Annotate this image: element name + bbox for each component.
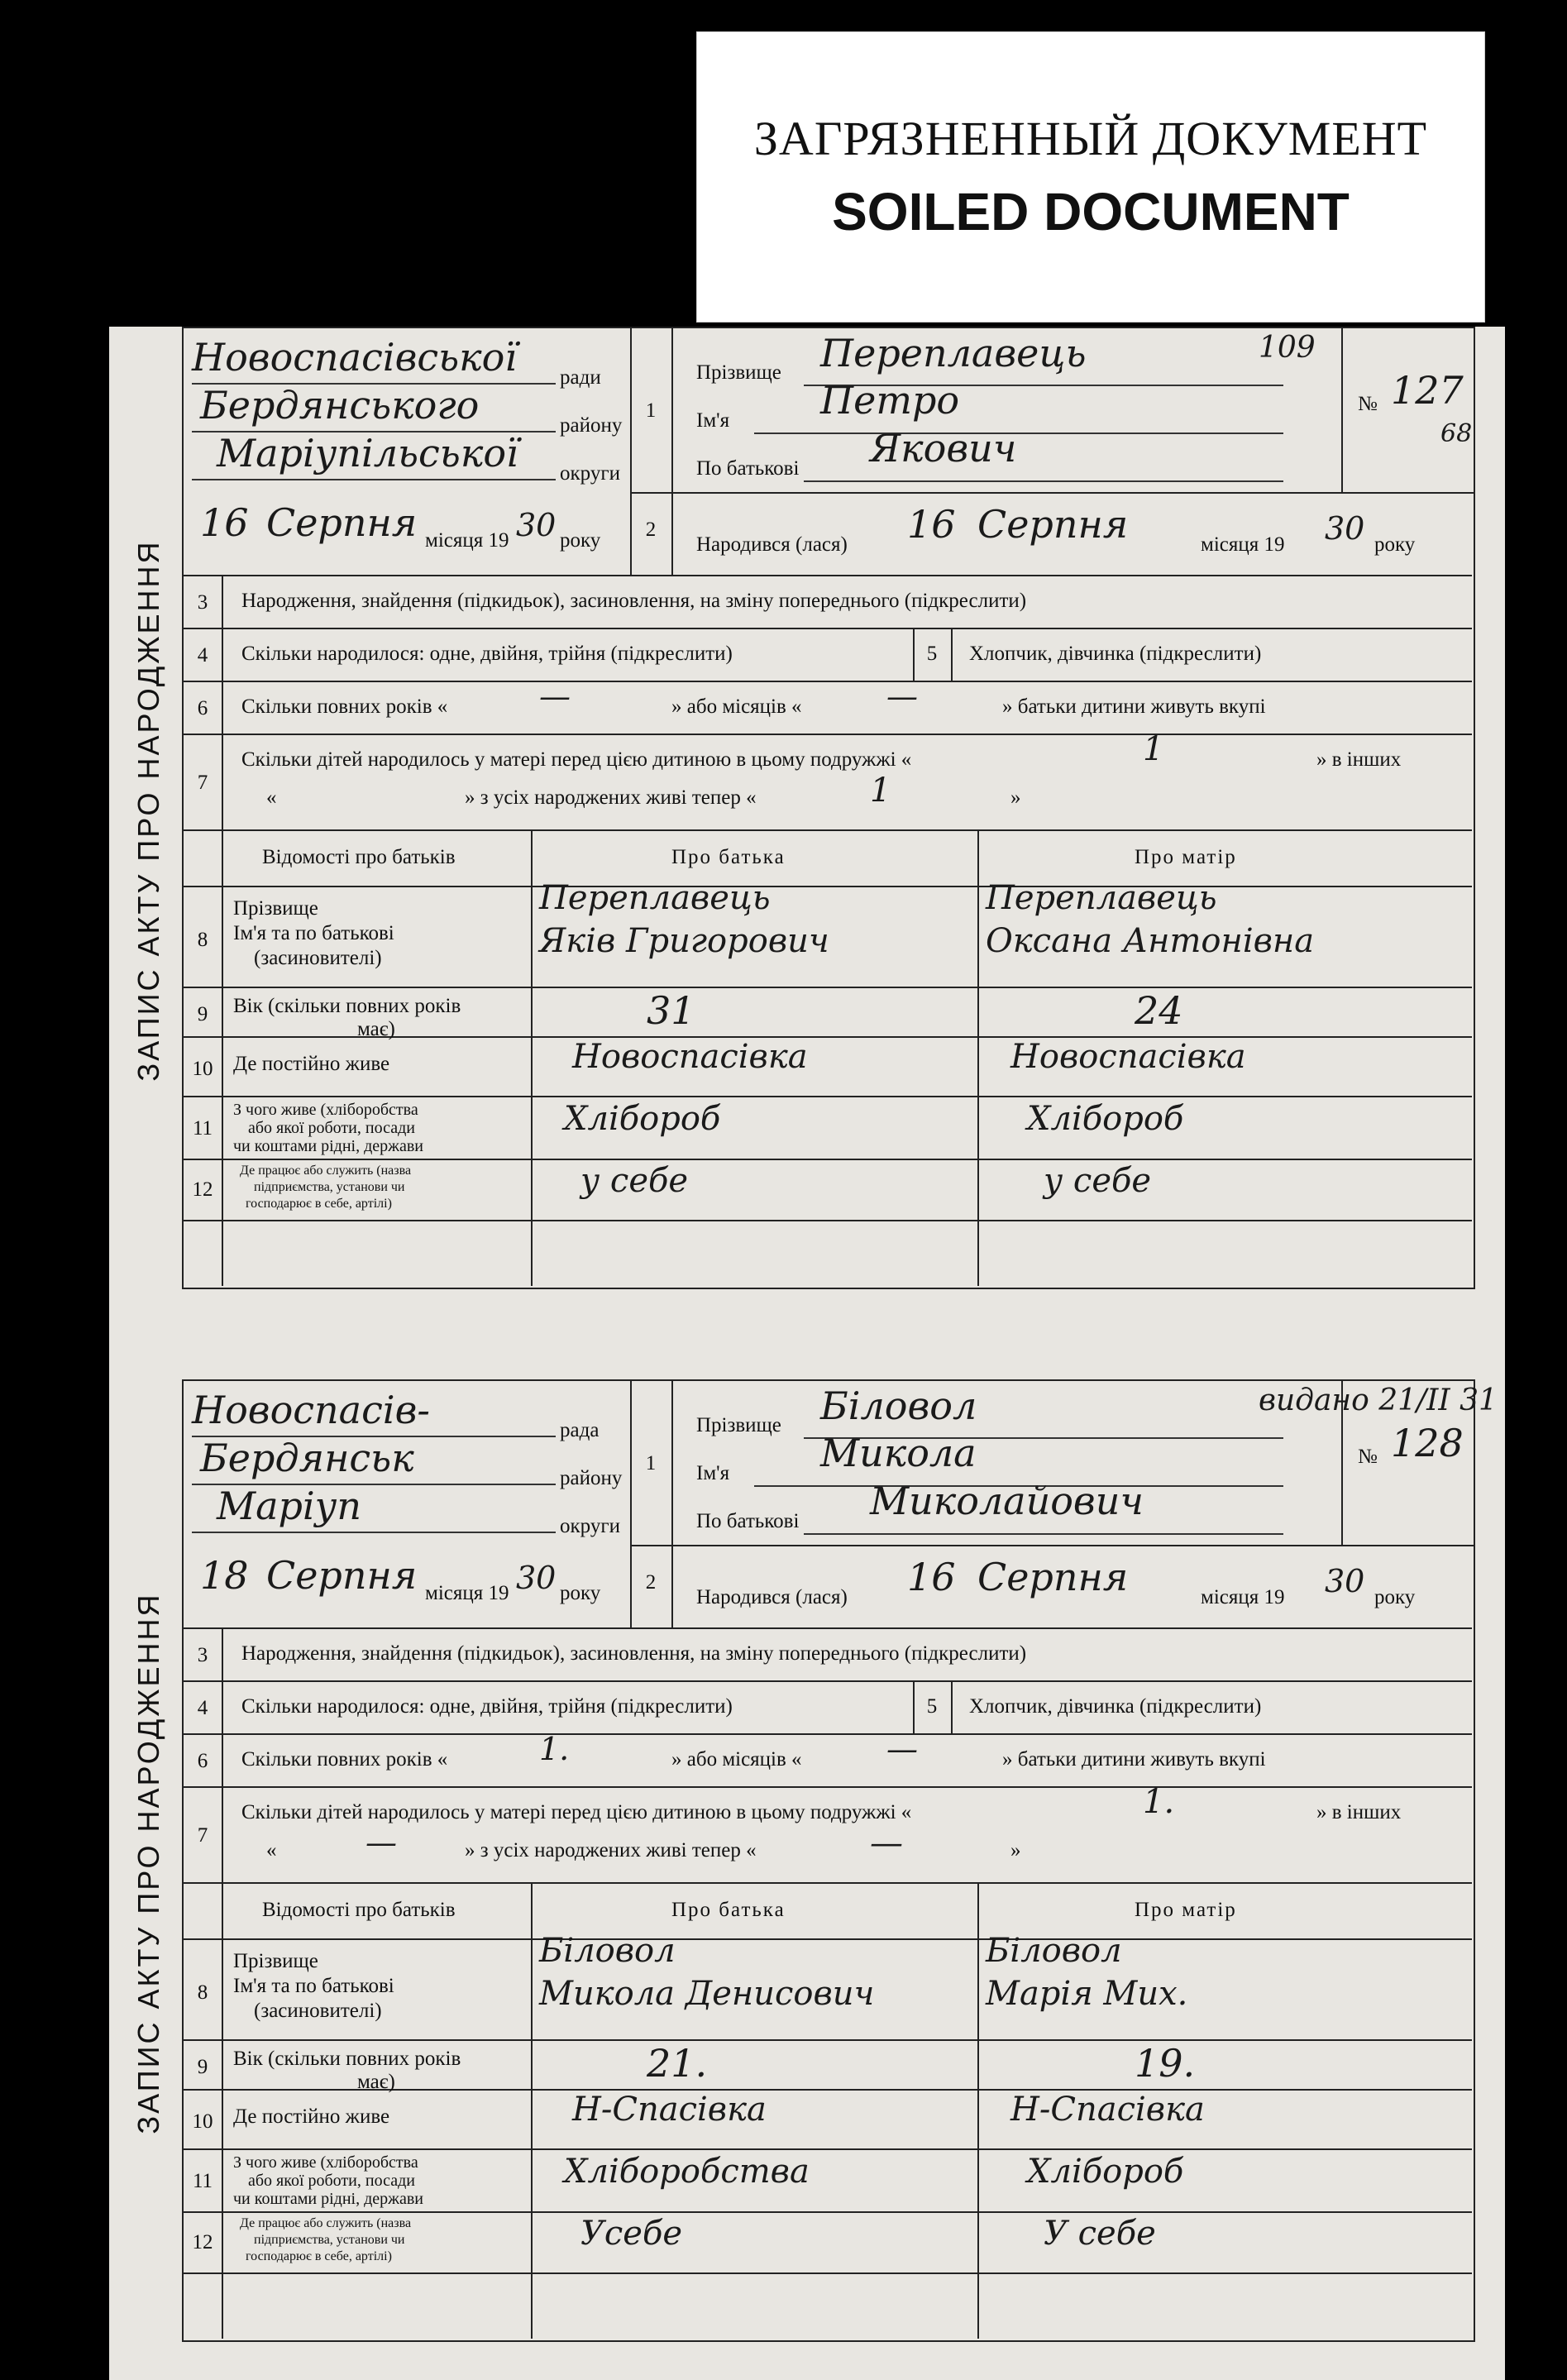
mother-firstname: Оксана Антонівна [986,922,1315,960]
reg-year: 30 [516,1560,557,1596]
child-patronymic: Миколайович [870,1479,1144,1523]
reg-month: Серпня [266,1553,418,1598]
child-name: Петро [820,378,960,423]
father-occupation: Хліборобства [564,2153,810,2191]
father-surname: Переплавець [539,879,771,917]
row-5-text: Хлопчик, дівчинка (підкреслити) [969,1695,1262,1718]
name-label: Ім'я [696,409,730,432]
father-age: 21. [647,2041,708,2086]
okrug-label: округи [560,1515,620,1537]
parents-info-header: Відомості про батьків [262,846,456,868]
mother-occupation: Хлібороб [1027,2153,1184,2191]
born-label: Народився (лася) [696,1586,848,1608]
okrug-label: округи [560,462,620,485]
stamp-text-ru: ЗАГРЯЗНЕННЫЙ ДОКУМЕНТ [753,112,1428,165]
margin-note: 109 [1259,331,1316,365]
father-workplace: у себе [580,1162,689,1200]
parents-info-header: Відомості про батьків [262,1899,456,1921]
month-label: місяця 19 [425,529,509,552]
record-number: 128 [1391,1421,1464,1465]
years-together: — [539,678,571,714]
margin-note-2: 68 [1440,419,1473,448]
children-alive: 1 [870,772,891,810]
name-label: Ім'я [696,1462,730,1484]
born-day: 16 [907,1555,956,1599]
children-before: 1. [1143,1783,1175,1821]
years-together: 1. [539,1731,570,1767]
patronymic-label: По батькові [696,1510,800,1532]
row-3-text: Народження, знайдення (підкидьок), засиновлення, на зміну попереднього (підкреслити) [241,590,1027,612]
born-year: 30 [1325,1563,1365,1599]
born-month: Серпня [977,502,1129,547]
surname-label: Прізвище [696,361,781,384]
child-surname: Біловол [820,1384,977,1428]
children-before: 1 [1143,730,1164,768]
mother-occupation: Хлібороб [1027,1100,1184,1138]
father-residence: Новоспасівка [572,1038,808,1076]
number-label: № [1358,393,1378,415]
children-other: — [365,1824,397,1861]
side-title: ЗАПИС АКТУ ПРО НАРОДЖЕННЯ [131,1592,165,2134]
child-name: Микола [820,1431,977,1475]
mother-residence: Новоспасівка [1010,1038,1246,1076]
father-header: Про батька [671,1899,786,1921]
born-year: 30 [1325,510,1365,547]
reg-day: 16 [200,500,249,545]
mother-surname: Переплавець [986,879,1217,917]
born-label: Народився (лася) [696,533,848,556]
row-4-text: Скільки народилося: одне, двійня, трійня (підкреслити) [241,643,733,665]
month-label: місяця 19 [425,1582,509,1604]
mother-header: Про матір [1135,1899,1237,1921]
patronymic-label: По батькові [696,457,800,480]
born-day: 16 [907,502,956,547]
mother-residence: Н-Спасівка [1010,2091,1205,2129]
father-header: Про батька [671,846,786,868]
born-month: Серпня [977,1555,1129,1599]
mother-age: 24 [1135,988,1183,1033]
father-age: 31 [647,988,695,1033]
mother-firstname: Марія Мих. [986,1975,1188,2013]
children-alive: — [870,1824,903,1862]
father-occupation: Хлібороб [564,1100,721,1138]
father-firstname: Яків Григорович [539,922,829,960]
row-3-text: Народження, знайдення (підкидьок), засиновлення, на зміну попереднього (підкреслити) [241,1642,1027,1665]
okrug-handwriting: Маріуп [217,1484,361,1528]
mother-age: 19. [1135,2041,1196,2086]
mother-header: Про матір [1135,846,1237,868]
margin-note: видано 21/II 31 [1259,1384,1498,1417]
stamp-text-en: SOILED DOCUMENT [832,182,1350,241]
birth-record-form: ЗАПИС АКТУ ПРО НАРОДЖЕННЯ Новоспасів- рада Бердянськ району Маріуп округи 18 Серпня місяця 19 30 року 1 2 Прізвище Біловол Ім'я Микола По батькові Миколайович № 128 видано 21/II 31 Народився (лася) 16 Серпня місяця 19 30 року 3 4 6 7 8 9 10 11 12 Народження, знайдення (підкидьок), засиновлення, на зміну попереднього (підкреслити) Скільки народилося: одне, двійня, трійня (підкреслити) 5 Хлопчик, дівчинка (підкреслити) Скільки повних років « 1. » або місяців « — » батьки дитини живуть вкупі Скільки дітей народилось у матері перед цією дитиною в цьому подружжі « 1. » в інших « — » з усіх народжених живі тепер « — » Відомості про батьків Про батька Про матір Прізвище Ім'я та по батькові (засиновителі) Біловол Микола Денисович Біловол Марія Мих. Вік (скільки повних років має) 21. 19. Де постійно живе Н-Спасівка Н-Спасівка З чого живе (хліборобства або якої роботи, посади чи коштами рідні, держави Хліборобства Хлібороб Де працює або служить (назва підприємства, установи чи господарює в себе, артілі) Усебе У себе [109,1379,1505,2347]
year-label: року [560,1582,601,1604]
side-title: ЗАПИС АКТУ ПРО НАРОДЖЕННЯ [131,539,165,1082]
father-residence: Н-Спасівка [572,2091,767,2129]
row-4-text: Скільки народилося: одне, двійня, трійня (підкреслити) [241,1695,733,1718]
months-together: — [886,678,918,714]
district-handwriting: Бердянського [200,383,480,428]
number-label: № [1358,1446,1378,1468]
year-label: року [560,529,601,552]
rada-label: ради [560,366,601,389]
child-surname: Переплавець [820,331,1087,375]
months-together: — [886,1731,918,1767]
rada-label: рада [560,1419,600,1441]
soiled-document-stamp [696,31,1485,323]
mother-workplace: у себе [1044,1162,1152,1200]
reg-day: 18 [200,1553,249,1598]
village-handwriting: Новоспасівської [192,335,518,380]
okrug-handwriting: Маріупільської [217,431,518,476]
village-handwriting: Новоспасів- [192,1388,430,1432]
reg-year: 30 [516,507,557,543]
father-surname: Біловол [539,1932,676,1970]
father-firstname: Микола Денисович [539,1975,875,2013]
mother-workplace: У себе [1044,2215,1156,2253]
district-handwriting: Бердянськ [200,1436,414,1480]
raion-label: району [560,1467,623,1489]
father-workplace: Усебе [580,2215,683,2253]
row-5-text: Хлопчик, дівчинка (підкреслити) [969,643,1262,665]
record-number: 127 [1391,368,1464,413]
child-patronymic: Якович [870,426,1017,471]
birth-record-form: ЗАПИС АКТУ ПРО НАРОДЖЕННЯ Новоспасівської ради Бердянського району Маріупільської округи 16 Серпня місяця 19 30 року 1 2 Прізвище Переплавець Ім'я Петро По батькові Якович № 127 109 68 Народився (лася) 16 Серпня місяця 19 30 року 3 4 6 7 8 9 10 11 12 Народження, знайдення (підкидьок), засиновлення, на зміну попереднього (підкреслити) Скільки народилося: одне, двійня, трійня (підкреслити) 5 Хлопчик, дівчинка (підкреслити) Скільки повних років « — » або місяців « — » батьки дитини живуть вкупі Скільки дітей народилось у матері перед цією дитиною в цьому подружжі « 1 » в інших « » з усіх народжених живі тепер « 1 » Відомості про батьків Про батька Про матір Прізвище Ім'я та по батькові (засиновителі) Переплавець Яків Григорович Переплавець Оксана Антонівна Вік (скільки повних років має) 31 24 Де постійно живе Новоспасівка Новоспасівка З чого живе (хліборобства або якої роботи, посади чи коштами рідні, держави Хлібороб Хлібороб Де працює або служить (назва підприємства, установи чи господарює в себе, артілі) у себе у себе [109,327,1505,1294]
reg-month: Серпня [266,500,418,545]
surname-label: Прізвище [696,1414,781,1436]
mother-surname: Біловол [986,1932,1122,1970]
raion-label: району [560,414,623,437]
